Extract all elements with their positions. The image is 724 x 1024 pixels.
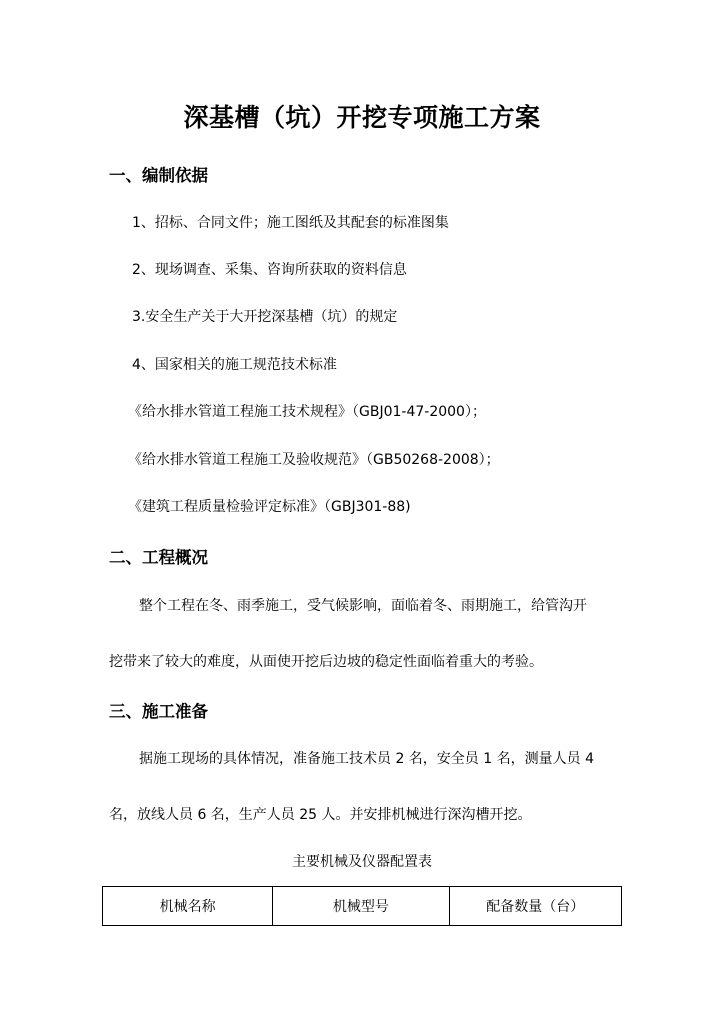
reference-2: 《给水排水管道工程施工及验收规范》（GB50268-2008）； — [128, 452, 500, 468]
equipment-table — [102, 886, 622, 926]
basis-item-4: 4、国家相关的施工规范技术标准 — [132, 357, 337, 373]
section-heading-basis: 一、编制依据 — [109, 166, 208, 185]
header-machine-name: 机械名称 — [103, 887, 273, 926]
table-header-row — [103, 887, 622, 926]
preparation-paragraph-line-2: 名，放线人员 6 名，生产人员 25 人。并安排机械进行深沟槽开挖。 — [109, 807, 532, 823]
header-machine-model: 机械型号 — [273, 887, 449, 926]
section-heading-overview: 二、工程概况 — [109, 548, 208, 567]
overview-paragraph-line-1: 整个工程在冬、雨季施工，受气候影响，面临着冬、雨期施工，给管沟开 — [139, 598, 587, 614]
header-quantity: 配备数量（台） — [449, 887, 621, 926]
basis-item-3: 3.安全生产关于大开挖深基槽（坑）的规定 — [132, 309, 398, 325]
overview-paragraph-line-2: 挖带来了较大的难度，从面使开挖后边坡的稳定性面临着重大的考验。 — [109, 654, 543, 670]
basis-item-2: 2、现场调查、采集、咨询所获取的资料信息 — [132, 262, 407, 278]
preparation-paragraph-line-1: 据施工现场的具体情况，准备施工技术员 2 名，安全员 1 名，测量人员 4 — [139, 751, 594, 767]
section-heading-preparation: 三、施工准备 — [109, 702, 208, 721]
reference-3: 《建筑工程质量检验评定标准》（GBJ301-88) — [128, 499, 411, 515]
document-title: 深基槽（坑）开挖专项施工方案 — [183, 103, 541, 132]
reference-1: 《给水排水管道工程施工技术规程》（GBJ01-47-2000）； — [128, 404, 486, 420]
basis-item-1: 1、招标、合同文件；施工图纸及其配套的标准图集 — [132, 215, 449, 231]
table-caption: 主要机械及仪器配置表 — [292, 854, 432, 870]
